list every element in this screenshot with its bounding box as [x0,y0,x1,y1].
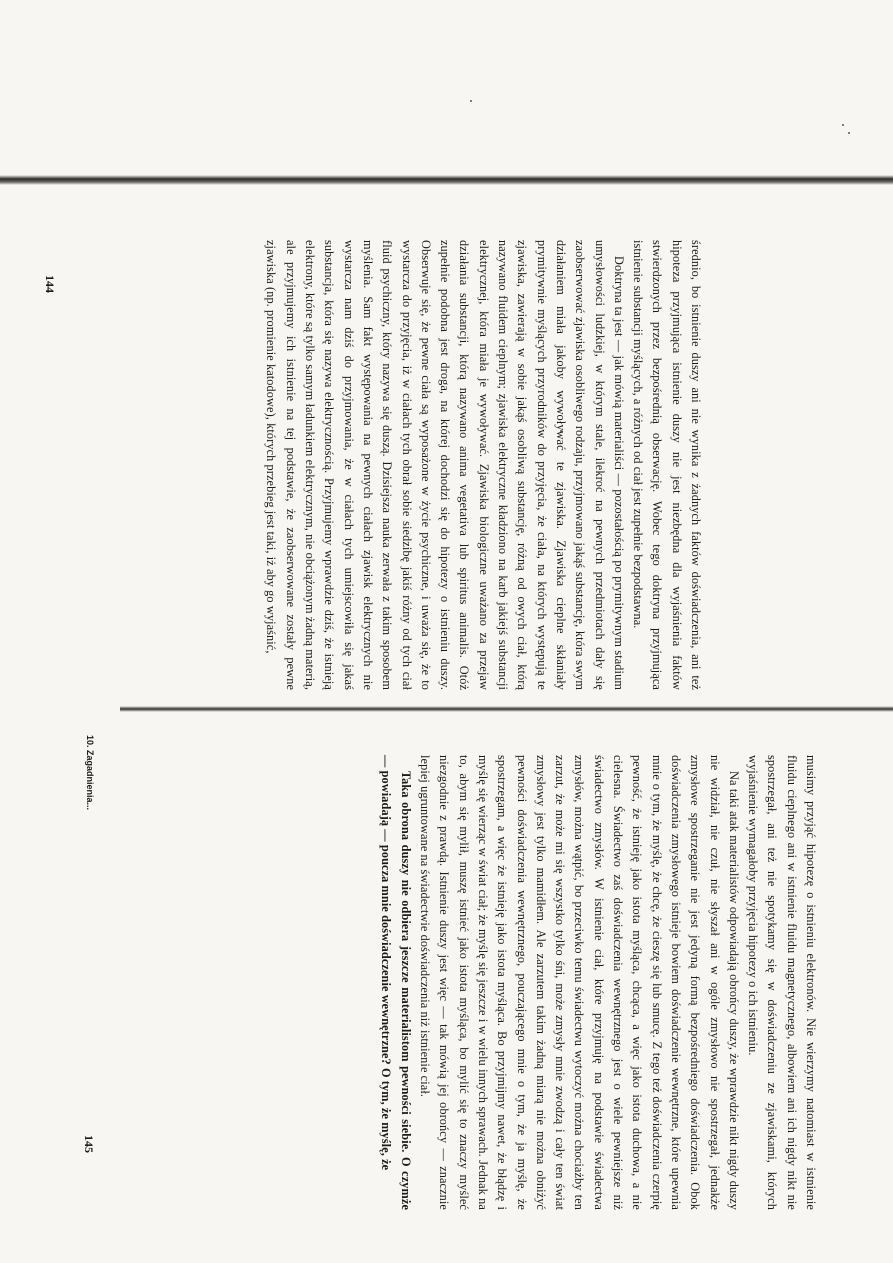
paragraph: Doktryna ta jest — jak mówią materialiści — pozostałością po prymitywnym stadium umysłowości ludzkiej, w którym stale, ilekroć na pewnych przedmiotach dały się zaobserwować zjawiska osobliwego rodzaju, przyjmowano jakąś substancję, która swym działaniem miała jakoby wywoływać te zjawiska. Zjawiska cieplne skłaniały prymitywnie myślących przyrodników do przyjęcia, że ciała, na których występują te zjawiska, zawierają w sobie jakąś osobliwą substancję, różną od owych ciał, którą nazywano fluidem cieplnym; zjawiska elektryczne kładziono na karb jakiejś substancji elektrycznej, która miała je wywoływać. Zjawiska biologiczne uważano za przejaw działania substancji, którą nazywano anima vegetativa lub spiritus animalis. Otóż zupełnie podobna jest droga, na której dochodzi się do hipotezy o istnieniu duszy. Obserwuje się, że pewne ciała są wyposażone w życie psychiczne, i uważa się, że to wystarcza do przyjęcia, iż w ciałach tych obrał sobie siedzibę jakiś różny od tych ciał fluid psychiczny, który nazywa się duszą. Dzisiejsza nauka zerwała z takim sposobem myślenia. Sam fakt występowania na pewnych ciałach zjawisk elektrycznych nie wystarcza nam dziś do przyjmowania, że w ciałach tych umiejscowiła się jakaś substancja, która się nazywa elektrycznością. Przyjmujemy wprawdzie dziś, że istnieją elektrony, które są tylko samym ładunkiem elektrycznym, nie obciążonym żadną materią, ale przyjmujemy ich istnienie na tej podstawie, że zaobserwowane zostały pewne zjawiska (np. promienie katodowe), których przebieg jest taki, iż aby go wyjaśnić, [264,240,626,690]
page-145 [75,755,820,1210]
scan-speck [848,132,850,134]
paragraph: musimy przyjąć hipotezę o istnieniu elektronów. Nie wierzymy natomiast w istnienie fluidu cieplnego ani w istnienie fluidu magnetycznego, albowiem ani ich nigdy nikt nie spostrzegał, ani też nie spotykamy się w doświadczeniu ze zjawiskami, których wyjaśnienie wymagałoby przyjęcia hipotezy o ich istnieniu. [746,755,818,1210]
page-144 [75,240,705,690]
page-144-body [261,240,705,690]
paragraph: średnio, bo istnienie duszy ani nie wynika z żadnych faktów doświadczenia, ani też hipoteza przyjmująca istnienie duszy nie jest niezbędna dla wyjaśnienia faktów stwierdzonych przez bezpośrednią obserwację. Wobec tego doktryna przyjmująca istnienie substancji myślących, a różnych od ciał jest zupełnie bezpodstawna. [631,240,703,690]
paragraph: Na taki atak materialistów odpowiadają obrońcy duszy, że wprawdzie nikt nigdy duszy nie widział, nie czuł, nie słyszał ani w ogóle zmysłowo nie spostrzegał, jednakże zmysłowe spostrzeganie nie jest jedyną formą bezpośredniego doświadczenia. Obok doświadczenia zmysłowego istnieje bowiem doświadczenie wewnętrzne, które upewnia mnie o tym, że myślę, że chcę, że cieszę się lub smucę. Z tego też doświadczenia czerpię pewność, że istnieję jako istota myśląca, chcąca, a więc jako istota duchowa, a nie cielesna. Świadectwo zaś doświadczenia wewnętrznego jest o wiele pewniejsze niż świadectwo zmysłów. W istnienie ciał, które przyjmuję na podstawie świadectwa zmysłów, można wątpić, bo przeciwko temu świadectwu wytoczyć można chociażby ten zarzut, że może mi się wszystko tylko śni, może zmysły mnie zwodzą i cały ten świat zmysłowy jest tylko mamidłem. Ale zarzutem takim żadną miarą nie można obniżyć pewności doświadczenia wewnętrznego, pouczającego mnie o tym, że ja myślę, że spostrzegam, a więc że istnieję jako istota myśląca. Bo przyjmijmy nawet, że błądzę i myślę się wierząc w świat ciał; że myślę się jeszcze i w wielu innych sprawach. Jednak na to, abym się mylił, muszę istnieć jako istota myśląca, bo mylić się to znaczy myśleć niezgodnie z prawdą. Istnienie duszy jest więc — tak mówią jej obrońcy — znacznie lepiej ugruntowane na świadectwie doświadczenia niż istnienie ciał. [418,755,741,1210]
scan-speck [470,100,472,102]
scan-speck [842,124,844,126]
page-number-144: 144 [43,275,57,293]
scan-fold-line-middle [120,706,893,712]
page-number-145: 145 [82,1135,96,1153]
page-145-body [376,755,820,1210]
footer-signature: 10. Zagadnienia... [85,735,95,811]
scan-fold-line-top [0,175,893,185]
paragraph: Taka obrona duszy nie odbiera jeszcze materialistom pewności siebie. O czymże — powiadają — poucza mnie doświadczenie wewnętrzne? O tym, że myślę, że [379,755,413,1210]
